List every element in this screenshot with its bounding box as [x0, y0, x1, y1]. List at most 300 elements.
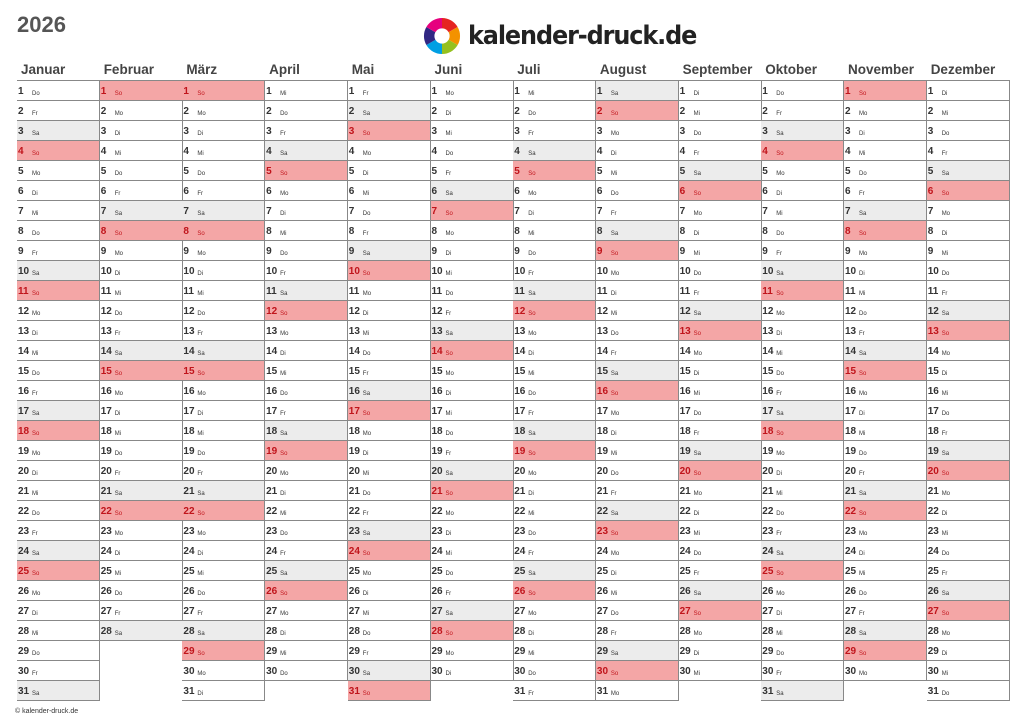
day-cell[interactable] — [100, 101, 183, 121]
day-cell[interactable] — [513, 141, 596, 161]
day-cell[interactable] — [927, 661, 1010, 681]
day-cell[interactable] — [17, 201, 100, 221]
day-cell[interactable] — [679, 201, 762, 221]
day-cell[interactable] — [100, 161, 183, 181]
day-cell[interactable] — [927, 201, 1010, 221]
day-cell[interactable] — [679, 161, 762, 181]
day-cell[interactable] — [100, 501, 183, 521]
day-cell[interactable] — [17, 381, 100, 401]
day-cell[interactable] — [596, 681, 679, 701]
day-cell[interactable] — [596, 241, 679, 261]
day-cell[interactable] — [513, 281, 596, 301]
day-cell[interactable] — [761, 101, 844, 121]
day-cell[interactable] — [431, 161, 514, 181]
day-cell[interactable] — [679, 121, 762, 141]
day-cell[interactable] — [17, 361, 100, 381]
day-cell[interactable] — [844, 321, 927, 341]
day-cell[interactable] — [761, 481, 844, 501]
day-cell[interactable] — [100, 421, 183, 441]
day-cell[interactable] — [348, 641, 431, 661]
day-cell[interactable] — [513, 501, 596, 521]
day-cell[interactable] — [431, 661, 514, 681]
day-cell[interactable] — [596, 81, 679, 101]
day-cell[interactable] — [431, 81, 514, 101]
day-cell[interactable] — [761, 321, 844, 341]
day-cell[interactable] — [596, 601, 679, 621]
day-cell[interactable] — [431, 381, 514, 401]
day-cell[interactable] — [761, 501, 844, 521]
day-cell[interactable] — [265, 261, 348, 281]
day-cell[interactable] — [596, 421, 679, 441]
day-cell[interactable] — [927, 441, 1010, 461]
day-cell[interactable] — [265, 241, 348, 261]
day-cell[interactable] — [348, 201, 431, 221]
day-cell[interactable] — [596, 321, 679, 341]
day-cell[interactable] — [17, 221, 100, 241]
day-cell[interactable] — [348, 501, 431, 521]
day-cell[interactable] — [761, 621, 844, 641]
day-cell[interactable] — [17, 281, 100, 301]
day-cell[interactable] — [100, 201, 183, 221]
day-cell[interactable] — [513, 521, 596, 541]
day-cell[interactable] — [182, 81, 265, 101]
day-cell[interactable] — [844, 421, 927, 441]
day-cell[interactable] — [844, 521, 927, 541]
day-cell[interactable] — [431, 521, 514, 541]
day-cell[interactable] — [679, 461, 762, 481]
day-cell[interactable] — [679, 301, 762, 321]
day-cell[interactable] — [431, 201, 514, 221]
day-cell[interactable] — [265, 461, 348, 481]
day-cell[interactable] — [844, 341, 927, 361]
day-cell[interactable] — [265, 181, 348, 201]
day-cell[interactable] — [761, 541, 844, 561]
day-cell[interactable] — [844, 621, 927, 641]
day-cell[interactable] — [348, 441, 431, 461]
day-cell[interactable] — [431, 301, 514, 321]
day-cell[interactable] — [265, 141, 348, 161]
day-cell[interactable] — [100, 121, 183, 141]
day-cell[interactable] — [927, 521, 1010, 541]
day-cell[interactable] — [679, 581, 762, 601]
day-cell[interactable] — [844, 121, 927, 141]
day-cell[interactable] — [761, 601, 844, 621]
day-cell[interactable] — [927, 301, 1010, 321]
day-cell[interactable] — [844, 81, 927, 101]
day-cell[interactable] — [844, 101, 927, 121]
day-cell[interactable] — [844, 441, 927, 461]
day-cell[interactable] — [927, 641, 1010, 661]
day-cell[interactable] — [431, 421, 514, 441]
day-cell[interactable] — [182, 441, 265, 461]
day-cell[interactable] — [17, 121, 100, 141]
day-cell[interactable] — [17, 621, 100, 641]
day-cell[interactable] — [348, 381, 431, 401]
day-cell[interactable] — [348, 401, 431, 421]
day-cell[interactable] — [761, 581, 844, 601]
day-cell[interactable] — [431, 361, 514, 381]
day-cell[interactable] — [844, 161, 927, 181]
day-cell[interactable] — [513, 541, 596, 561]
day-cell[interactable] — [844, 181, 927, 201]
day-cell[interactable] — [100, 221, 183, 241]
day-cell[interactable] — [265, 661, 348, 681]
day-cell[interactable] — [17, 261, 100, 281]
day-cell[interactable] — [513, 341, 596, 361]
day-cell[interactable] — [17, 161, 100, 181]
day-cell[interactable] — [596, 381, 679, 401]
day-cell[interactable] — [761, 161, 844, 181]
day-cell[interactable] — [17, 561, 100, 581]
day-cell[interactable] — [431, 541, 514, 561]
day-cell[interactable] — [348, 121, 431, 141]
day-cell[interactable] — [596, 661, 679, 681]
day-cell[interactable] — [265, 321, 348, 341]
day-cell[interactable] — [679, 621, 762, 641]
day-cell[interactable] — [679, 261, 762, 281]
day-cell[interactable] — [348, 621, 431, 641]
day-cell[interactable] — [596, 141, 679, 161]
day-cell[interactable] — [513, 181, 596, 201]
day-cell[interactable] — [182, 321, 265, 341]
day-cell[interactable] — [927, 561, 1010, 581]
day-cell[interactable] — [596, 581, 679, 601]
day-cell[interactable] — [100, 581, 183, 601]
day-cell[interactable] — [679, 501, 762, 521]
day-cell[interactable] — [844, 541, 927, 561]
day-cell[interactable] — [927, 461, 1010, 481]
day-cell[interactable] — [182, 241, 265, 261]
day-cell[interactable] — [927, 681, 1010, 701]
day-cell[interactable] — [431, 261, 514, 281]
day-cell[interactable] — [761, 561, 844, 581]
day-cell[interactable] — [17, 101, 100, 121]
day-cell[interactable] — [182, 481, 265, 501]
day-cell[interactable] — [927, 81, 1010, 101]
day-cell[interactable] — [100, 401, 183, 421]
day-cell[interactable] — [100, 561, 183, 581]
day-cell[interactable] — [596, 481, 679, 501]
day-cell[interactable] — [513, 81, 596, 101]
day-cell[interactable] — [182, 421, 265, 441]
day-cell[interactable] — [17, 81, 100, 101]
day-cell[interactable] — [927, 121, 1010, 141]
day-cell[interactable] — [100, 621, 183, 641]
day-cell[interactable] — [182, 601, 265, 621]
day-cell[interactable] — [431, 101, 514, 121]
day-cell[interactable] — [265, 101, 348, 121]
day-cell[interactable] — [679, 321, 762, 341]
day-cell[interactable] — [265, 621, 348, 641]
day-cell[interactable] — [844, 241, 927, 261]
day-cell[interactable] — [927, 401, 1010, 421]
day-cell[interactable] — [679, 641, 762, 661]
day-cell[interactable] — [761, 681, 844, 701]
day-cell[interactable] — [596, 541, 679, 561]
day-cell[interactable] — [844, 641, 927, 661]
day-cell[interactable] — [596, 361, 679, 381]
day-cell[interactable] — [265, 361, 348, 381]
day-cell[interactable] — [761, 401, 844, 421]
day-cell[interactable] — [513, 361, 596, 381]
day-cell[interactable] — [265, 121, 348, 141]
day-cell[interactable] — [17, 321, 100, 341]
day-cell[interactable] — [679, 141, 762, 161]
day-cell[interactable] — [513, 681, 596, 701]
day-cell[interactable] — [513, 601, 596, 621]
day-cell[interactable] — [265, 561, 348, 581]
day-cell[interactable] — [679, 521, 762, 541]
day-cell[interactable] — [761, 241, 844, 261]
day-cell[interactable] — [100, 321, 183, 341]
day-cell[interactable] — [348, 661, 431, 681]
day-cell[interactable] — [348, 601, 431, 621]
day-cell[interactable] — [100, 541, 183, 561]
day-cell[interactable] — [513, 301, 596, 321]
day-cell[interactable] — [265, 541, 348, 561]
day-cell[interactable] — [513, 261, 596, 281]
day-cell[interactable] — [513, 481, 596, 501]
day-cell[interactable] — [348, 181, 431, 201]
day-cell[interactable] — [596, 221, 679, 241]
day-cell[interactable] — [761, 381, 844, 401]
day-cell[interactable] — [513, 461, 596, 481]
day-cell[interactable] — [265, 401, 348, 421]
day-cell[interactable] — [17, 181, 100, 201]
day-cell[interactable] — [182, 621, 265, 641]
day-cell[interactable] — [844, 661, 927, 681]
day-cell[interactable] — [679, 481, 762, 501]
day-cell[interactable] — [265, 201, 348, 221]
day-cell[interactable] — [182, 161, 265, 181]
day-cell[interactable] — [513, 661, 596, 681]
day-cell[interactable] — [596, 341, 679, 361]
day-cell[interactable] — [679, 441, 762, 461]
day-cell[interactable] — [431, 441, 514, 461]
day-cell[interactable] — [761, 261, 844, 281]
day-cell[interactable] — [513, 621, 596, 641]
day-cell[interactable] — [679, 81, 762, 101]
day-cell[interactable] — [100, 481, 183, 501]
day-cell[interactable] — [679, 561, 762, 581]
day-cell[interactable] — [927, 341, 1010, 361]
day-cell[interactable] — [513, 241, 596, 261]
day-cell[interactable] — [348, 341, 431, 361]
day-cell[interactable] — [265, 81, 348, 101]
day-cell[interactable] — [761, 661, 844, 681]
day-cell[interactable] — [182, 541, 265, 561]
day-cell[interactable] — [513, 221, 596, 241]
day-cell[interactable] — [348, 221, 431, 241]
day-cell[interactable] — [265, 641, 348, 661]
day-cell[interactable] — [844, 261, 927, 281]
day-cell[interactable] — [182, 661, 265, 681]
day-cell[interactable] — [761, 81, 844, 101]
day-cell[interactable] — [927, 241, 1010, 261]
day-cell[interactable] — [182, 381, 265, 401]
day-cell[interactable] — [100, 301, 183, 321]
day-cell[interactable] — [17, 581, 100, 601]
day-cell[interactable] — [761, 341, 844, 361]
day-cell[interactable] — [265, 341, 348, 361]
day-cell[interactable] — [348, 361, 431, 381]
day-cell[interactable] — [100, 81, 183, 101]
day-cell[interactable] — [596, 261, 679, 281]
day-cell[interactable] — [927, 281, 1010, 301]
day-cell[interactable] — [679, 341, 762, 361]
day-cell[interactable] — [182, 361, 265, 381]
day-cell[interactable] — [844, 481, 927, 501]
day-cell[interactable] — [265, 481, 348, 501]
day-cell[interactable] — [596, 401, 679, 421]
day-cell[interactable] — [182, 681, 265, 701]
day-cell[interactable] — [431, 141, 514, 161]
day-cell[interactable] — [348, 261, 431, 281]
day-cell[interactable] — [596, 441, 679, 461]
day-cell[interactable] — [761, 141, 844, 161]
day-cell[interactable] — [513, 581, 596, 601]
day-cell[interactable] — [348, 581, 431, 601]
day-cell[interactable] — [431, 561, 514, 581]
day-cell[interactable] — [17, 681, 100, 701]
day-cell[interactable] — [100, 281, 183, 301]
day-cell[interactable] — [17, 501, 100, 521]
day-cell[interactable] — [348, 681, 431, 701]
day-cell[interactable] — [513, 421, 596, 441]
day-cell[interactable] — [431, 401, 514, 421]
day-cell[interactable] — [17, 441, 100, 461]
day-cell[interactable] — [513, 561, 596, 581]
day-cell[interactable] — [927, 501, 1010, 521]
day-cell[interactable] — [100, 141, 183, 161]
day-cell[interactable] — [17, 141, 100, 161]
day-cell[interactable] — [761, 121, 844, 141]
day-cell[interactable] — [348, 561, 431, 581]
day-cell[interactable] — [927, 141, 1010, 161]
day-cell[interactable] — [927, 321, 1010, 341]
day-cell[interactable] — [17, 241, 100, 261]
day-cell[interactable] — [182, 301, 265, 321]
day-cell[interactable] — [513, 161, 596, 181]
day-cell[interactable] — [927, 621, 1010, 641]
day-cell[interactable] — [431, 341, 514, 361]
day-cell[interactable] — [17, 601, 100, 621]
day-cell[interactable] — [265, 601, 348, 621]
day-cell[interactable] — [431, 501, 514, 521]
day-cell[interactable] — [513, 441, 596, 461]
day-cell[interactable] — [844, 401, 927, 421]
day-cell[interactable] — [100, 521, 183, 541]
day-cell[interactable] — [348, 521, 431, 541]
day-cell[interactable] — [679, 401, 762, 421]
day-cell[interactable] — [844, 601, 927, 621]
day-cell[interactable] — [100, 341, 183, 361]
day-cell[interactable] — [17, 461, 100, 481]
day-cell[interactable] — [679, 281, 762, 301]
day-cell[interactable] — [431, 181, 514, 201]
day-cell[interactable] — [927, 361, 1010, 381]
day-cell[interactable] — [596, 101, 679, 121]
day-cell[interactable] — [679, 661, 762, 681]
day-cell[interactable] — [182, 141, 265, 161]
day-cell[interactable] — [761, 421, 844, 441]
day-cell[interactable] — [348, 481, 431, 501]
day-cell[interactable] — [679, 361, 762, 381]
day-cell[interactable] — [182, 521, 265, 541]
day-cell[interactable] — [927, 261, 1010, 281]
day-cell[interactable] — [927, 221, 1010, 241]
day-cell[interactable] — [679, 241, 762, 261]
day-cell[interactable] — [431, 481, 514, 501]
day-cell[interactable] — [182, 461, 265, 481]
day-cell[interactable] — [348, 301, 431, 321]
day-cell[interactable] — [596, 621, 679, 641]
day-cell[interactable] — [761, 181, 844, 201]
day-cell[interactable] — [100, 461, 183, 481]
day-cell[interactable] — [761, 441, 844, 461]
day-cell[interactable] — [596, 461, 679, 481]
day-cell[interactable] — [182, 261, 265, 281]
day-cell[interactable] — [927, 601, 1010, 621]
day-cell[interactable] — [182, 401, 265, 421]
day-cell[interactable] — [513, 121, 596, 141]
day-cell[interactable] — [348, 541, 431, 561]
day-cell[interactable] — [927, 161, 1010, 181]
day-cell[interactable] — [348, 241, 431, 261]
day-cell[interactable] — [596, 561, 679, 581]
day-cell[interactable] — [265, 501, 348, 521]
day-cell[interactable] — [679, 221, 762, 241]
day-cell[interactable] — [596, 181, 679, 201]
day-cell[interactable] — [927, 481, 1010, 501]
day-cell[interactable] — [761, 281, 844, 301]
day-cell[interactable] — [431, 621, 514, 641]
day-cell[interactable] — [761, 641, 844, 661]
day-cell[interactable] — [348, 461, 431, 481]
day-cell[interactable] — [100, 601, 183, 621]
day-cell[interactable] — [265, 441, 348, 461]
day-cell[interactable] — [927, 421, 1010, 441]
day-cell[interactable] — [100, 381, 183, 401]
day-cell[interactable] — [596, 121, 679, 141]
day-cell[interactable] — [844, 581, 927, 601]
day-cell[interactable] — [761, 221, 844, 241]
day-cell[interactable] — [17, 341, 100, 361]
day-cell[interactable] — [844, 461, 927, 481]
day-cell[interactable] — [17, 661, 100, 681]
day-cell[interactable] — [761, 461, 844, 481]
day-cell[interactable] — [761, 361, 844, 381]
day-cell[interactable] — [761, 301, 844, 321]
day-cell[interactable] — [596, 281, 679, 301]
day-cell[interactable] — [844, 281, 927, 301]
day-cell[interactable] — [513, 321, 596, 341]
day-cell[interactable] — [17, 541, 100, 561]
day-cell[interactable] — [844, 221, 927, 241]
day-cell[interactable] — [844, 361, 927, 381]
day-cell[interactable] — [182, 341, 265, 361]
day-cell[interactable] — [596, 641, 679, 661]
day-cell[interactable] — [596, 201, 679, 221]
day-cell[interactable] — [182, 581, 265, 601]
day-cell[interactable] — [100, 181, 183, 201]
day-cell[interactable] — [927, 581, 1010, 601]
day-cell[interactable] — [431, 221, 514, 241]
day-cell[interactable] — [265, 301, 348, 321]
day-cell[interactable] — [596, 501, 679, 521]
day-cell[interactable] — [596, 161, 679, 181]
day-cell[interactable] — [17, 401, 100, 421]
